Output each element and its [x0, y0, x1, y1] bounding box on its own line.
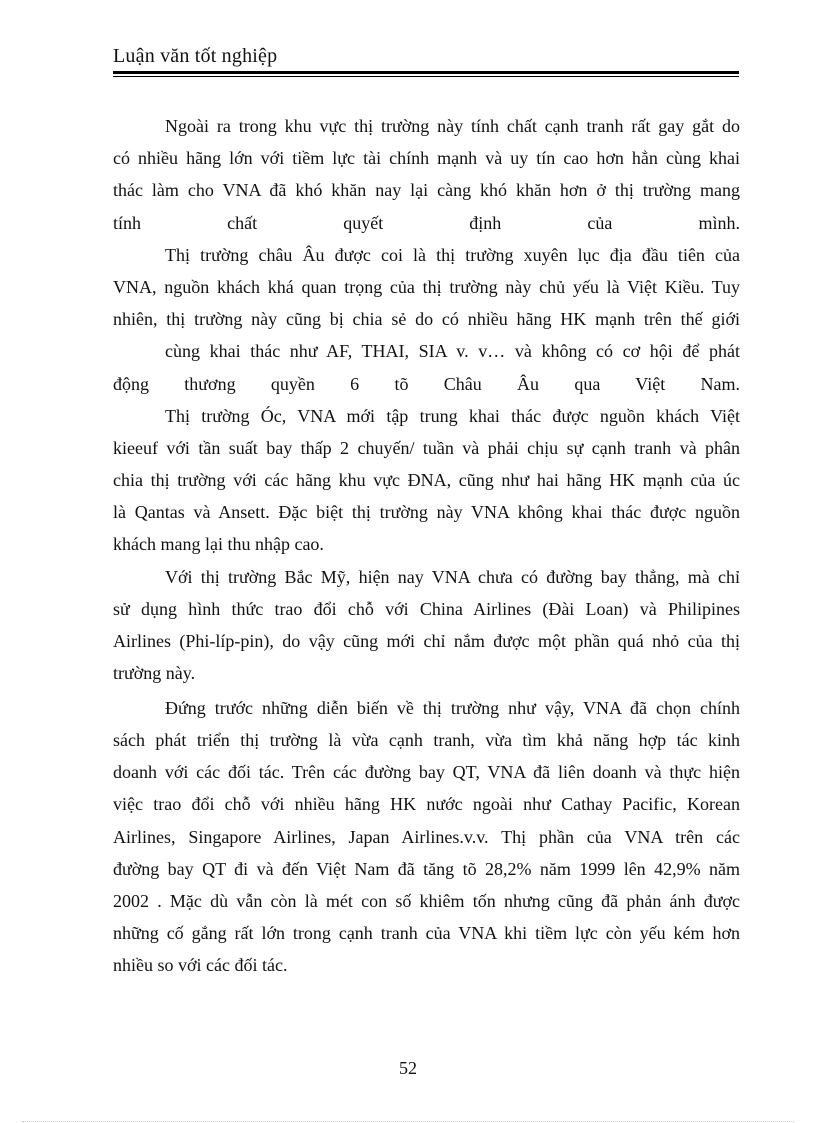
text-line: doanh với các đối tác. Trên các đường bay QT, VNA đã liên doanh và thực hiện [113, 762, 740, 783]
body-text [113, 110, 740, 982]
text-line: có nhiều hãng lớn với tiềm lực tài chính mạnh và uy tín cao hơn hẳn cùng khai [113, 148, 740, 169]
text-line: Airlines (Phi-líp-pin), do vậy cũng mới chỉ nắm được một phần quá nhỏ của thị [113, 631, 740, 651]
text-line: nhiều so với các đối tác. [113, 955, 288, 976]
text-line: động thương quyền 6 tõ Châu Âu qua Việt Nam. [113, 373, 740, 394]
header-rule-thick [113, 71, 739, 74]
text-line: là Qantas và Ansett. Đặc biệt thị trường này VNA không khai thác được nguồn [113, 502, 740, 523]
text-line: Thị trường Óc, VNA mới tập trung khai thác được nguồn khách Việt [165, 405, 740, 426]
text-line: kieeuf với tần suất bay thấp 2 chuyến/ tuần và phải chịu sự cạnh tranh và phân [113, 437, 740, 458]
page-number: 52 [399, 1058, 417, 1078]
text-line: Với thị trường Bắc Mỹ, hiện nay VNA chưa có đường bay thẳng, mà chỉ [165, 566, 740, 587]
text-line: trường này. [113, 663, 196, 684]
text-line: thác làm cho VNA đã khó khăn nay lại càng khó khăn hơn ở thị trường mang [113, 180, 740, 201]
text-line: Thị trường châu Âu được coi là thị trường xuyên lục địa đầu tiên của [165, 244, 740, 265]
header-title: Luận văn tốt nghiệp [113, 45, 278, 67]
header-rule-thin [113, 76, 739, 77]
text-line: những cố gắng rất lớn trong cạnh tranh của VNA khi tiềm lực còn yếu kém hơn [113, 923, 740, 944]
text-line: Airlines, Singapore Airlines, Japan Airlines.v.v. Thị phần của VNA trên các [113, 826, 740, 847]
text-line: Đứng trước những diễn biến về thị trường như vậy, VNA đã chọn chính [165, 697, 740, 718]
text-line: đường bay QT đi và đến Việt Nam đã tăng tõ 28,2% năm 1999 lên 42,9% năm [113, 858, 740, 879]
text-line: sách phát triển thị trường là vừa cạnh tranh, vừa tìm khả năng hợp tác kinh [113, 730, 740, 751]
page-bottom-border [22, 1121, 794, 1122]
text-line: khách mang lại thu nhập cao. [113, 534, 324, 555]
page-header [113, 44, 739, 68]
text-line: 2002 . Mặc dù vẫn còn là mét con số khiêm tốn nhưng cũng đã phản ánh được [113, 891, 740, 911]
text-line: cùng khai thác như AF, THAI, SIA v. v… và không có cơ hội để phát [165, 341, 740, 362]
text-line: việc trao đổi chỗ với nhiều hãng HK nước ngoài như Cathay Pacific, Korean [113, 794, 740, 815]
text-line: nhiên, thị trường này cũng bị chia sẻ do có nhiều hãng HK mạnh trên thế giới [113, 309, 740, 330]
text-line: sử dụng hình thức trao đổi chỗ với China Airlines (Đài Loan) và Philipines [113, 598, 740, 619]
text-line: chia thị trường với các hãng khu vực ĐNA, cũng như hai hãng HK mạnh của úc [113, 470, 740, 491]
text-line: Ngoài ra trong khu vực thị trường này tính chất cạnh tranh rất gay gắt do [165, 116, 740, 136]
text-line: VNA, nguồn khách khá quan trọng của thị trường này chủ yếu là Việt Kiều. Tuy [113, 276, 740, 297]
text-line: tính chất quyết định của mình. [113, 212, 740, 233]
